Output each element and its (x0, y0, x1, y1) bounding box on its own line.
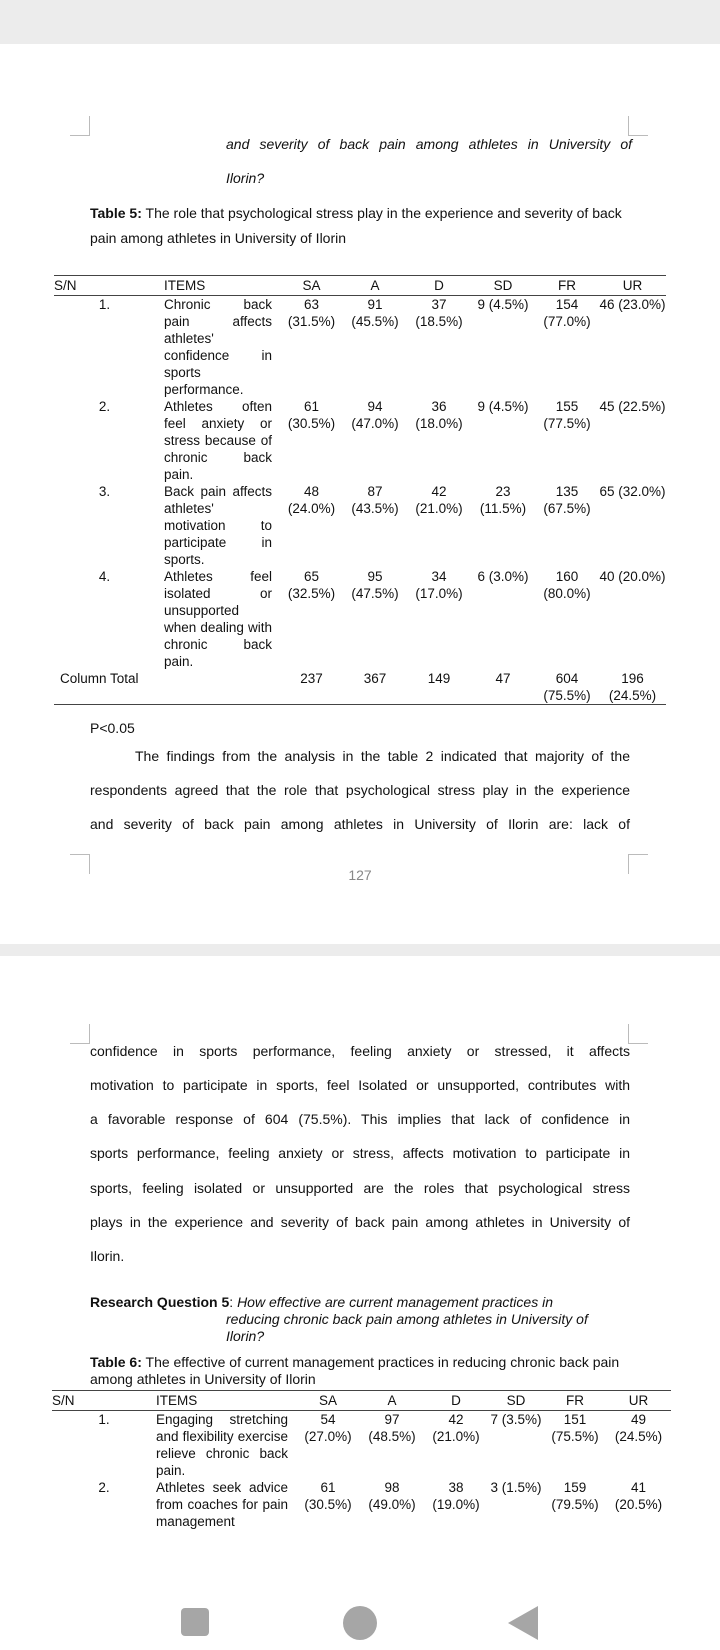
row-sa: 65 (32.5%) (287, 569, 336, 601)
row-sa: 61 (30.5%) (287, 399, 336, 431)
row-item: Chronic back pain affects athletes' confidence in sports performance. (164, 297, 272, 397)
page-number: 127 (348, 867, 372, 883)
row-sa: 54 (27.0%) (304, 1412, 352, 1444)
total-fr: 604 (75.5%) (543, 671, 591, 703)
table-row (54, 568, 666, 670)
table-6-caption (90, 1354, 630, 1388)
document-page-127 (0, 44, 720, 944)
table-row (54, 296, 666, 399)
table-5-header (54, 276, 666, 296)
row-d: 34 (17.0%) (415, 569, 463, 601)
table-6-title: The effective of current management practices in reducing chronic back pain among athletes in University of Ilorin (90, 1354, 620, 1387)
row-d: 42 (21.0%) (432, 1412, 480, 1444)
row-sn: 3. (98, 484, 111, 499)
column-total-label: Column Total (60, 671, 139, 686)
row-fr: 135 (67.5%) (543, 484, 591, 516)
row-sd: 23 (11.5%) (479, 484, 527, 516)
rq5-line-3: Ilorin? (226, 1328, 265, 1344)
header-ur: UR (628, 1393, 649, 1408)
row-sa: 48 (24.0%) (287, 484, 336, 516)
header-d: D (434, 278, 444, 293)
row-sd: 9 (4.5%) (477, 399, 529, 414)
row-a: 95 (47.5%) (351, 569, 399, 601)
paragraph-line: The findings from the analysis in the table 2 indicated that majority of the (135, 748, 630, 764)
row-fr: 155 (77.5%) (543, 399, 591, 431)
research-question-5 (90, 1294, 630, 1345)
row-d: 38 (19.0%) (432, 1480, 480, 1512)
paragraph-line: sports, feeling isolated or unsupported are the roles that psychological stress (90, 1180, 630, 1196)
row-sn: 2. (98, 1480, 110, 1495)
row-ur: 41 (20.5%) (614, 1480, 663, 1512)
research-question-line-2: Ilorin? (226, 170, 265, 186)
row-a: 91 (45.5%) (351, 297, 399, 329)
row-sn: 4. (98, 569, 111, 584)
row-fr: 160 (80.0%) (543, 569, 591, 601)
header-fr: FR (566, 1393, 584, 1408)
table-row (54, 398, 666, 483)
navigation-bar (0, 1596, 720, 1650)
total-ur: 196 (24.5%) (608, 671, 657, 703)
table-row (54, 483, 666, 568)
row-fr: 159 (79.5%) (551, 1480, 599, 1512)
back-icon[interactable] (508, 1606, 538, 1640)
header-sa: SA (302, 278, 321, 293)
table-row (52, 1411, 671, 1480)
header-sn: S/N (54, 278, 77, 293)
research-question-line-1: and severity of back pain among athletes in University of (226, 136, 632, 152)
row-sd: 9 (4.5%) (477, 297, 529, 312)
row-item: Back pain affects athletes' motivation to participate in sports. (164, 484, 272, 567)
header-a: A (387, 1393, 397, 1408)
row-ur: 49 (24.5%) (614, 1412, 663, 1444)
total-sa: 237 (300, 671, 323, 686)
rq5-line-1: How effective are current management practices in (237, 1294, 553, 1310)
header-sn: S/N (52, 1393, 75, 1408)
table-5 (54, 275, 666, 705)
row-sd: 6 (3.0%) (477, 569, 529, 584)
header-items: ITEMS (156, 1393, 198, 1408)
header-d: D (451, 1393, 461, 1408)
row-fr: 151 (75.5%) (551, 1412, 599, 1444)
table-5-caption (90, 201, 630, 251)
header-sa: SA (318, 1393, 337, 1408)
p-value: P<0.05 (90, 720, 135, 736)
header-items: ITEMS (164, 278, 206, 293)
table-5-title: The role that psychological stress play in the experience and severity of back pain among athletes in University of Ilorin (90, 205, 622, 246)
table-row (52, 1479, 671, 1530)
row-sd: 7 (3.5%) (490, 1412, 542, 1427)
document-page-128 (0, 956, 720, 1596)
row-a: 98 (49.0%) (368, 1480, 416, 1512)
rq5-line-2: reducing chronic back pain among athletes in University of (226, 1311, 588, 1327)
paragraph-line: confidence in sports performance, feeling anxiety or stressed, it affects (90, 1043, 630, 1059)
table-6-label: Table 6: (90, 1354, 142, 1370)
paragraph-line: respondents agreed that the role that psychological stress play in the experience (90, 782, 630, 798)
recent-apps-icon[interactable] (181, 1608, 209, 1636)
row-d: 37 (18.5%) (415, 297, 463, 329)
row-item: Athletes seek advice from coaches for pain management (156, 1480, 288, 1529)
table-6 (52, 1390, 671, 1530)
header-sd: SD (506, 1393, 526, 1408)
header-a: A (370, 278, 380, 293)
header-ur: UR (622, 278, 643, 293)
total-a: 367 (363, 671, 387, 686)
row-item: Engaging stretching and flexibility exercise relieve chronic back pain. (156, 1412, 288, 1478)
home-icon[interactable] (343, 1606, 377, 1640)
row-ur: 40 (20.0%) (599, 569, 666, 584)
row-sn: 1. (98, 1412, 110, 1427)
paragraph-line: a favorable response of 604 (75.5%). This implies that lack of confidence in (90, 1111, 630, 1127)
paragraph-line: plays in the experience and severity of back pain among athletes in University of (90, 1214, 630, 1230)
row-a: 94 (47.0%) (351, 399, 399, 431)
total-sd: 47 (495, 671, 511, 686)
row-ur: 46 (23.0%) (599, 297, 666, 312)
row-sa: 63 (31.5%) (287, 297, 336, 329)
crop-mark-top-right (628, 116, 648, 136)
paragraph-line: Ilorin. (90, 1248, 125, 1264)
table-5-label: Table 5: (90, 205, 142, 221)
row-d: 42 (21.0%) (415, 484, 463, 516)
row-item: Athletes feel isolated or unsupported when dealing with chronic back pain. (164, 569, 272, 669)
row-item: Athletes often feel anxiety or stress because of chronic back pain. (164, 399, 272, 482)
crop-mark-top-right (628, 1024, 648, 1044)
row-fr: 154 (77.0%) (543, 297, 591, 329)
row-sn: 2. (98, 399, 111, 414)
crop-mark-top-left (70, 116, 90, 136)
row-sn: 1. (98, 297, 111, 312)
table-6-header (52, 1391, 671, 1411)
row-ur: 65 (32.0%) (599, 484, 666, 499)
row-a: 87 (43.5%) (351, 484, 399, 516)
row-sd: 3 (1.5%) (490, 1480, 542, 1495)
header-fr: FR (558, 278, 576, 293)
crop-mark-top-left (70, 1024, 90, 1044)
row-d: 36 (18.0%) (415, 399, 463, 431)
row-ur: 45 (22.5%) (599, 399, 666, 414)
rq5-label: Research Question 5 (90, 1294, 230, 1310)
paragraph-line: motivation to participate in sports, feel Isolated or unsupported, contributes with (90, 1077, 630, 1093)
row-a: 97 (48.5%) (368, 1412, 416, 1444)
rq5-colon: : (229, 1294, 234, 1310)
column-total-row (54, 670, 666, 705)
paragraph-line: sports performance, feeling anxiety or stress, affects motivation to participate in (90, 1145, 630, 1161)
total-d: 149 (427, 671, 451, 686)
paragraph-line: and severity of back pain among athletes in University of Ilorin are: lack of (90, 816, 630, 832)
row-sa: 61 (30.5%) (304, 1480, 352, 1512)
header-sd: SD (493, 278, 513, 293)
